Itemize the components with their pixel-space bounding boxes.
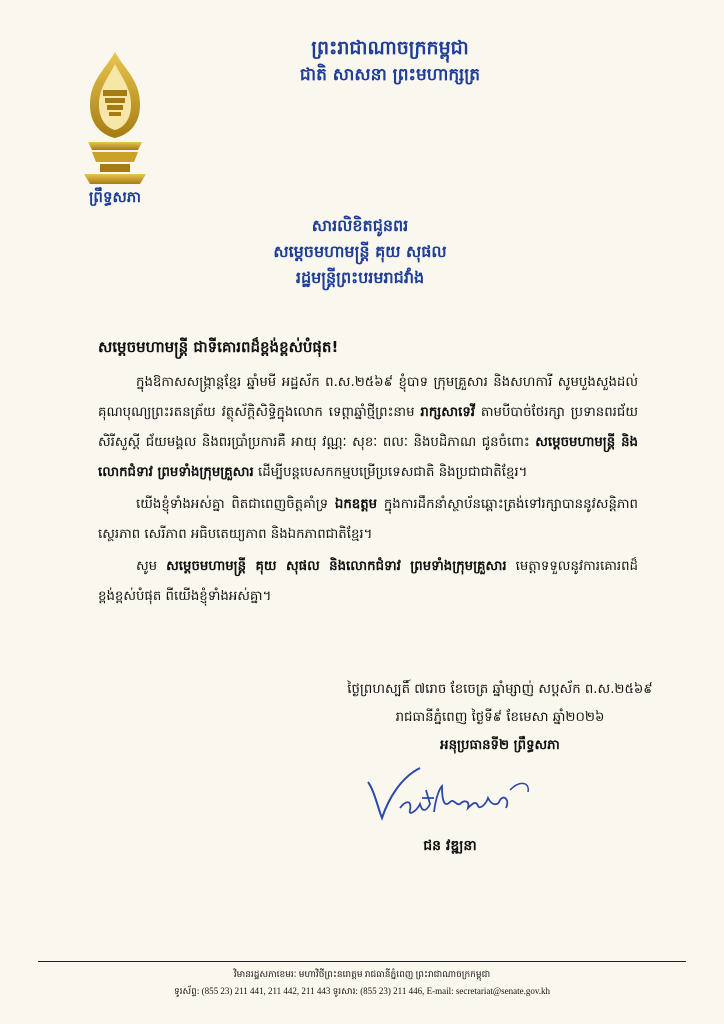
emblem-caption: ព្រឹទ្ធសភា	[88, 188, 142, 206]
p1-text-e: ដើម្បីបន្តបេសកកម្មបម្រើប្រទេសជាតិ និងប្រជាជាតិខ្មែរ។	[253, 465, 528, 480]
handwritten-signature	[360, 760, 540, 830]
phone-label: ទូរស័ព្ទ:	[173, 986, 200, 996]
paragraph-3	[98, 552, 638, 612]
p3-recipients: សម្តេចមហាមន្ត្រី គុយ សុផល និងលោកជំទាវ ព្រមទាំងក្រុមគ្រួសារ	[166, 559, 507, 574]
phone-number: (855 23) 211 441, 211 442, 211 443	[201, 986, 331, 996]
fax-number: (855 23) 211 446,	[360, 986, 425, 996]
p1-text-c: តាមបីបាច់ថែរក្សា ប្រទានពរជ័យ សិរីសួស្តី ជ័យមង្គល និងពរប្រាំប្រការគឺ អាយុ វណ្ណៈ សុខៈ ពលៈ និងបដិភាណ ជូនចំពោះ	[98, 405, 638, 450]
p2-excellency: ឯកឧត្តម	[334, 497, 378, 512]
title-line-1: សារលិខិតជូនពរ	[311, 216, 409, 235]
p1-recipients: សម្តេចមហាមន្ត្រី និងលោកជំទាវ ព្រមទាំងក្រុមគ្រួសារ	[98, 435, 638, 480]
title-line-3: រដ្ឋមន្ត្រីព្រះបរមរាជវាំង	[295, 268, 425, 287]
p1-deity-name: រាក្សសាទេវី	[420, 405, 476, 420]
signer-position: អនុប្រធានទី២ ព្រឹទ្ធសភា	[440, 738, 560, 753]
p2-text-c: ក្នុងការដឹកនាំស្ថាប័នឆ្ពោះត្រង់ទៅរក្សាបាននូវសន្តិភាព ស្ថេរភាព សេរីភាព អធិបតេយ្យភាព និងឯកភាពជាតិខ្មែរ។	[98, 497, 638, 542]
kingdom-name: ព្រះរាជាណាចក្រកម្ពុជា	[311, 37, 469, 59]
title-line-2: សម្តេចមហាមន្ត្រី គុយ សុផល	[273, 242, 447, 261]
senate-emblem-icon	[80, 50, 150, 190]
email-address[interactable]: secretariat@senate.gov.kh	[455, 986, 551, 996]
closing-block	[310, 676, 690, 760]
letter-footer	[38, 966, 686, 1000]
letter-title	[180, 213, 540, 291]
footer-contacts	[38, 983, 686, 1000]
national-motto: ជាតិ សាសនា ព្រះមហាក្សត្រ	[299, 65, 481, 85]
letter-body	[98, 332, 638, 614]
letterhead-kingdom	[250, 36, 530, 86]
solar-date: រាជធានីភ្នំពេញ ថ្ងៃទី៩ ខែមេសា ឆ្នាំ២០២៦	[395, 710, 605, 725]
p3-text-a: សូម	[136, 559, 167, 574]
footer-divider	[38, 961, 686, 962]
fax-label: ទូរសារ:	[332, 986, 358, 996]
salutation: សម្តេចមហាមន្ត្រី ជាទីគោរពដ៏ខ្ពង់ខ្ពស់បំផុត!	[98, 338, 339, 356]
p1-text-a: ក្នុងឱកាសសង្ក្រាន្តខ្មែរ ឆ្នាំមមី អដ្ឋស័ក ព.ស.២៥៦៩ ខ្ញុំបាទ ក្រុមគ្រួសារ និងសហការី សូមបួងសួងដល់គុណបុណ្យព្រះរតនត្រ័យ វត្ថុស័ក្តិសិទ្ធិក្នុងលោក ទេព្តាឆ្នាំថ្មីព្រះនាម	[98, 375, 638, 420]
footer-address: វិមានរដ្ឋសភាខេមរៈ មហាវិថីព្រះនរោត្តម រាជធានីភ្នំពេញ ព្រះរាជាណាចក្រកម្ពុជា	[233, 969, 491, 979]
paragraph-2	[98, 490, 638, 550]
p2-text-a: យើងខ្ញុំទាំងអស់គ្នា ពិតជាពេញចិត្តគាំទ្រ	[136, 497, 335, 512]
lunar-date: ថ្ងៃព្រហស្បតិ៍ ៧រោច ខែចេត្រ ឆ្នាំម្សាញ់ សប្តស័ក ព.ស.២៥៦៩	[347, 682, 653, 697]
email-label: E-mail:	[426, 986, 454, 996]
paragraph-1	[98, 368, 638, 488]
p3-text-c: មេត្តាទទួលនូវការគោរពដ៏ខ្ពង់ខ្ពស់បំផុត ពីយើងខ្ញុំទាំងអស់គ្នា។	[98, 559, 638, 604]
signer-name: ជន វឌ្ឍនា	[423, 838, 477, 854]
